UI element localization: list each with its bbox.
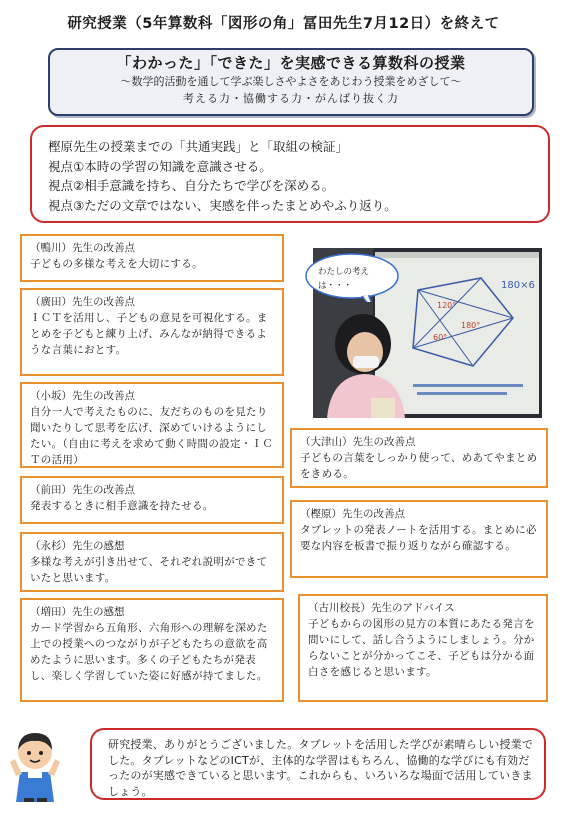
theme-abilities: 考える力・協働する力・がんばり抜く力 (183, 92, 399, 105)
perspectives-heading: 樫原先生の授業までの「共通実践」と「取組の検証」 (48, 139, 349, 154)
closing-message: 研究授業、ありがとうございました。タブレットを活用した学びが素晴らしい授業でした。タブレットなどのICTが、主体的な学習はもちろん、協働的な学びにも有効だったのが実感できていると思います。これからも、いろいろな場面で活用していきましょう。 (108, 738, 534, 798)
card-hirota (20, 288, 284, 376)
page-title: 研究授業（5年算数科「図形の角」冨田先生7月12日）を終えて (67, 16, 500, 32)
angle-label: 60° (433, 333, 448, 342)
card-title: （増田）先生の感想 (30, 606, 125, 618)
card-title: （小坂）先生の改善点 (30, 390, 135, 402)
card-masuda (20, 598, 284, 702)
card-maeda (20, 476, 284, 524)
card-body: 自分一人で考えたものに、友だちのものを見たり聞いたりして思考を広げ、深めていけるようにしたい。（自由に考えを求めて動く時間の設定・ＩＣＴの活用） (30, 406, 274, 466)
card-title: （樫原）先生の改善点 (300, 508, 405, 520)
theme-subtitle: ～数学的活動を通して学ぶ楽しさやよさをあじわう授業をめざして～ (120, 75, 462, 88)
card-kamogawa (20, 234, 284, 282)
card-nagasugi (20, 532, 284, 592)
perspective-item: 視点③ただの文章ではない、実感を伴ったまとめやふり返り。 (48, 197, 397, 213)
closing-message-box (90, 728, 546, 800)
angle-label: 120° (437, 301, 457, 310)
theme-box (48, 48, 534, 116)
card-kosaka (20, 382, 284, 468)
card-body: 発表するときに相手意識を持たせる。 (30, 500, 214, 512)
perspective-item: 視点①本時の学習の知識を意識させる。 (48, 158, 272, 174)
card-body: 子どもの言葉をしっかり使って、めあてやまとめをきめる。 (300, 452, 538, 480)
theme-main-title: 「わかった」「できた」を実感できる算数科の授業 (116, 54, 466, 72)
speech-bubble (302, 252, 400, 302)
card-body: カード学習から五角形、六角形への理解を深めた上での授業へのつながりが子どもたちの意欲を高めたように思います。多くの子どもたちが発表し、楽しく学習していた姿に好感が持てました。 (30, 622, 268, 682)
card-title: （大津山）先生の改善点 (300, 436, 416, 448)
card-body: タブレットの発表ノートを活用する。まとめに必要な内容を板書で振り返りながら確認する。 (300, 524, 537, 552)
board-label: 180×6 (501, 280, 535, 291)
card-kashihara (290, 500, 548, 578)
card-furukawa (298, 594, 548, 702)
bubble-line-2: は・・・ (318, 281, 353, 291)
boy-character-illustration (10, 728, 60, 802)
card-body: 子どもからの図形の見方の本質にあたる発言を問いにして、話し合うようにしましょう。分からないことが分かってこそ、子どもは分かる面白さを感じると思います。 (308, 618, 535, 678)
card-title: （前田）先生の改善点 (30, 484, 135, 496)
card-title: （永杉）先生の感想 (30, 540, 125, 552)
angle-label: 180° (461, 321, 481, 330)
card-body: 多様な考えが引き出せて、それぞれ説明ができていたと思います。 (30, 556, 268, 584)
card-otsuyama (290, 428, 548, 488)
card-body: 子どもの多様な考えを大切にする。 (30, 258, 203, 270)
card-title: （廣田）先生の改善点 (30, 296, 135, 308)
card-title: （古川校長）先生のアドバイス (308, 602, 455, 614)
card-body: ＩＣＴを活用し、子どもの意見を可視化する。まとめを子どもと練り上げ、みんなが納得できるような言葉におとす。 (30, 312, 268, 356)
bubble-line-1: わたしの考え (318, 267, 370, 277)
perspective-item: 視点②相手意識を持ち、自分たちで学びを深める。 (48, 178, 335, 193)
card-title: （鴨川）先生の改善点 (30, 242, 135, 254)
perspectives-box (30, 125, 550, 223)
